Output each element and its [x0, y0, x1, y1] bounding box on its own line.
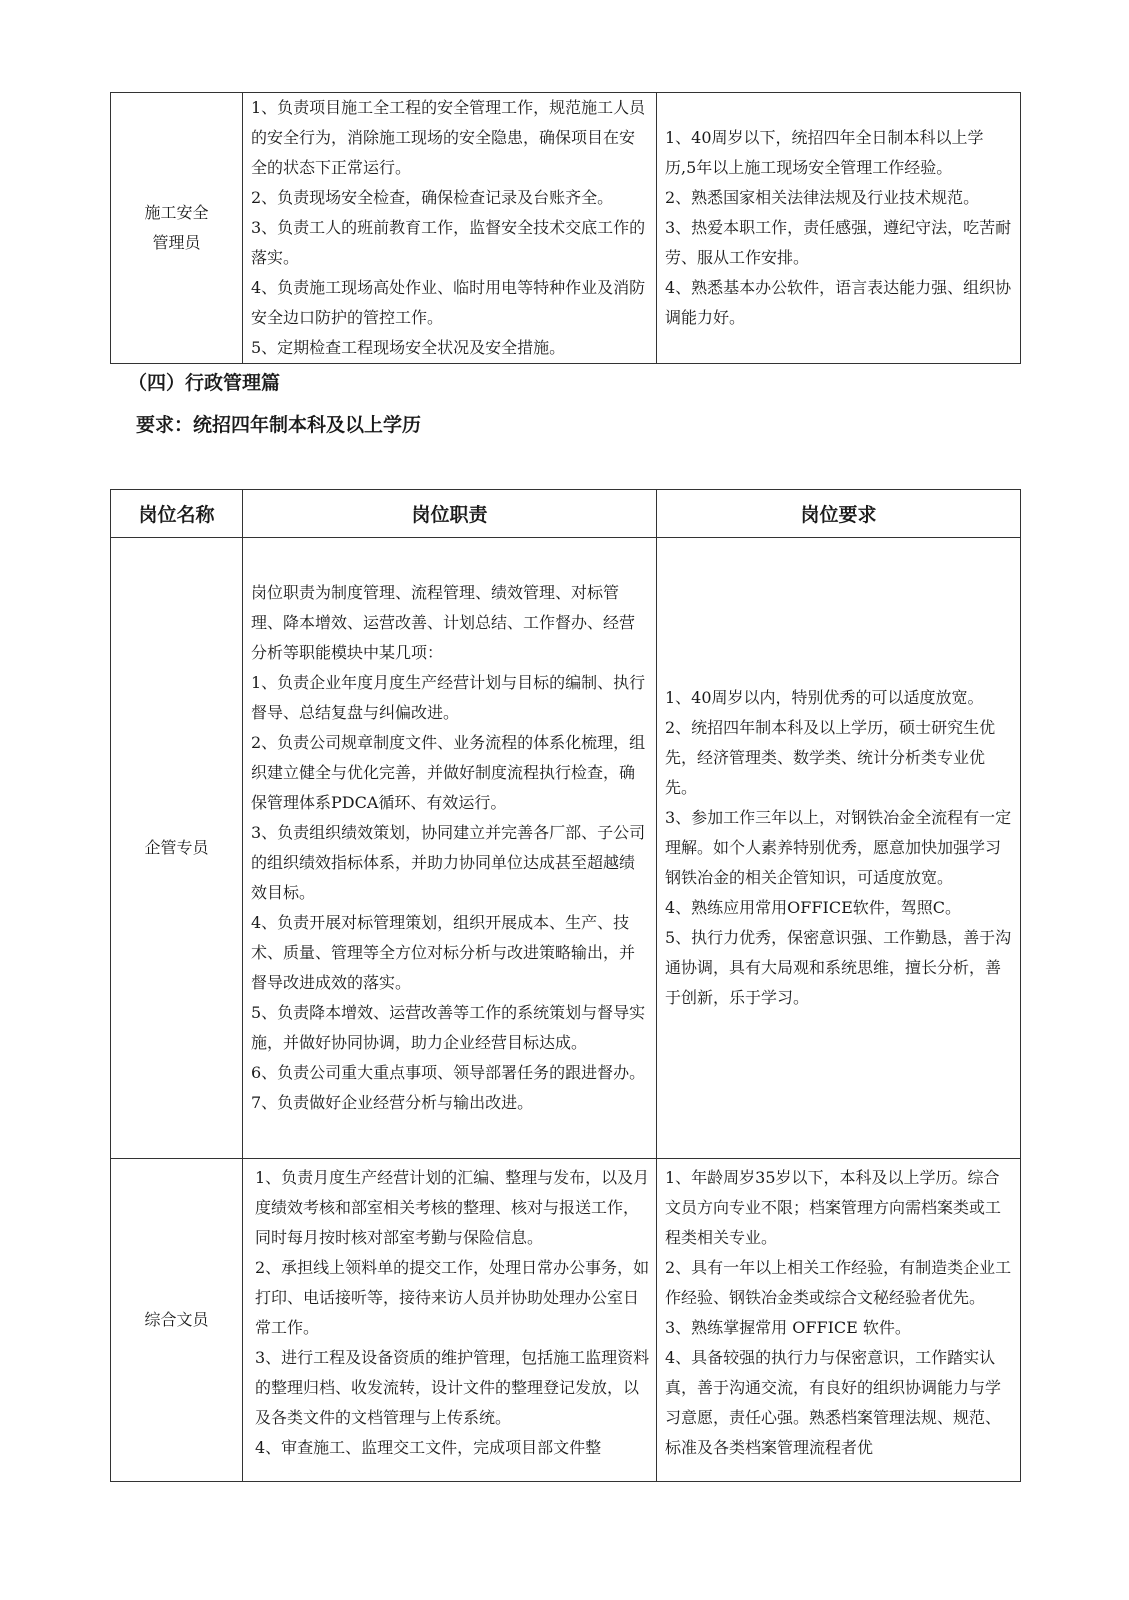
- safety-table: [110, 92, 1021, 364]
- column-header: 岗位名称: [111, 490, 243, 538]
- position-name: 施工安全 管理员: [111, 93, 243, 364]
- requirement-item: 4、具备较强的执行力与保密意识，工作踏实认真，善于沟通交流，有良好的组织协调能力与学习意愿，责任心强。熟悉档案管理法规、规范、标准及各类档案管理流程者优: [665, 1348, 1002, 1457]
- position-name: 综合文员: [111, 1159, 243, 1482]
- requirement-item: 1、年龄周岁35岁以下，本科及以上学历。综合文员方向专业不限；档案管理方向需档案类或工程类相关专业。: [665, 1168, 1002, 1247]
- admin-table: [110, 489, 1021, 1482]
- requirement-item: 3、热爱本职工作，责任感强，遵纪守法，吃苦耐劳、服从工作安排。: [665, 218, 1012, 267]
- position-duties: [243, 538, 657, 1159]
- requirement-item: 1、40周岁以下，统招四年全日制本科以上学历,5年以上施工现场安全管理工作经验。: [665, 128, 984, 177]
- duty-item: 3、负责组织绩效策划，协同建立并完善各厂部、子公司的组织绩效指标体系，并助力协同单位达成甚至超越绩效目标。: [251, 823, 646, 902]
- duty-item: 5、负责降本增效、运营改善等工作的系统策划与督导实施，并做好协同协调，助力企业经营目标达成。: [251, 1003, 646, 1052]
- requirement-item: 2、具有一年以上相关工作经验，有制造类企业工作经验、钢铁冶金类或综合文秘经验者优先。: [665, 1258, 1012, 1307]
- duty-item: 3、进行工程及设备资质的维护管理，包括施工监理资料的整理归档、收发流转，设计文件的整理登记发放，以及各类文件的文档管理与上传系统。: [255, 1348, 650, 1427]
- column-header: 岗位要求: [657, 490, 1021, 538]
- section-title: （四）行政管理篇: [128, 372, 281, 394]
- duty-item: 1、负责项目施工全工程的安全管理工作，规范施工人员的安全行为，消除施工现场的安全隐患，确保项目在安全的状态下正常运行。: [251, 98, 646, 177]
- duty-item: 4、负责开展对标管理策划，组织开展成本、生产、技术、质量、管理等全方位对标分析与改进策略输出，并督导改进成效的落实。: [251, 913, 636, 992]
- duty-item: 7、负责做好企业经营分析与输出改进。: [251, 1093, 534, 1112]
- duty-item: 2、负责公司规章制度文件、业务流程的体系化梳理，组织建立健全与优化完善，并做好制度流程执行检查，确保管理体系PDCA循环、有效运行。: [251, 733, 646, 812]
- position-name: 企管专员: [111, 538, 243, 1159]
- requirement-item: 4、熟悉基本办公软件，语言表达能力强、组织协调能力好。: [665, 278, 1012, 327]
- section-requirement: 要求：统招四年制本科及以上学历: [136, 414, 422, 436]
- duty-item: 2、承担线上领料单的提交工作，处理日常办公事务，如打印、电话接听等，接待来访人员并协助处理办公室日常工作。: [255, 1258, 650, 1337]
- requirement-item: 2、熟悉国家相关法律法规及行业技术规范。: [665, 188, 980, 207]
- position-duties: [243, 1159, 657, 1482]
- requirement-item: 2、统招四年制本科及以上学历，硕士研究生优先，经济管理类、数学类、统计分析类专业优先。: [665, 718, 996, 797]
- table-header-row: [111, 490, 1021, 538]
- duty-item: 4、负责施工现场高处作业、临时用电等特种作业及消防安全边口防护的管控工作。: [251, 278, 646, 327]
- column-header: 岗位职责: [243, 490, 657, 538]
- position-duties: [243, 93, 657, 364]
- requirement-item: 3、熟练掌握常用 OFFICE 软件。: [665, 1318, 911, 1337]
- position-requirements: [657, 538, 1021, 1159]
- duty-item: 岗位职责为制度管理、流程管理、绩效管理、对标管理、降本增效、运营改善、计划总结、工作督办、经营分析等职能模块中某几项：: [251, 583, 636, 662]
- duty-item: 1、负责月度生产经营计划的汇编、整理与发布，以及月度绩效考核和部室相关考核的整理、核对与报送工作，同时每月按时核对部室考勤与保险信息。: [255, 1168, 650, 1247]
- position-requirements: [657, 93, 1021, 364]
- table-row: [111, 93, 1021, 364]
- duty-item: 5、定期检查工程现场安全状况及安全措施。: [251, 338, 566, 357]
- duty-item: 1、负责企业年度月度生产经营计划与目标的编制、执行督导、总结复盘与纠偏改进。: [251, 673, 646, 722]
- duty-item: 2、负责现场安全检查，确保检查记录及台账齐全。: [251, 188, 614, 207]
- requirement-item: 4、熟练应用常用OFFICE软件，驾照C。: [665, 898, 961, 917]
- requirement-item: 1、40周岁以内，特别优秀的可以适度放宽。: [665, 688, 984, 707]
- table-row: [111, 538, 1021, 1159]
- requirement-item: 3、参加工作三年以上，对钢铁冶金全流程有一定理解。如个人素养特别优秀，愿意加快加强学习钢铁冶金的相关企管知识，可适度放宽。: [665, 808, 1012, 887]
- table-row: [111, 1159, 1021, 1482]
- position-requirements: [657, 1159, 1021, 1482]
- duty-item: 4、审查施工、监理交工文件，完成项目部文件整: [255, 1438, 602, 1457]
- duty-item: 6、负责公司重大重点事项、领导部署任务的跟进督办。: [251, 1063, 646, 1082]
- duty-item: 3、负责工人的班前教育工作，监督安全技术交底工作的落实。: [251, 218, 646, 267]
- requirement-item: 5、执行力优秀，保密意识强、工作勤恳，善于沟通协调，具有大局观和系统思维，擅长分析，善于创新，乐于学习。: [665, 928, 1012, 1007]
